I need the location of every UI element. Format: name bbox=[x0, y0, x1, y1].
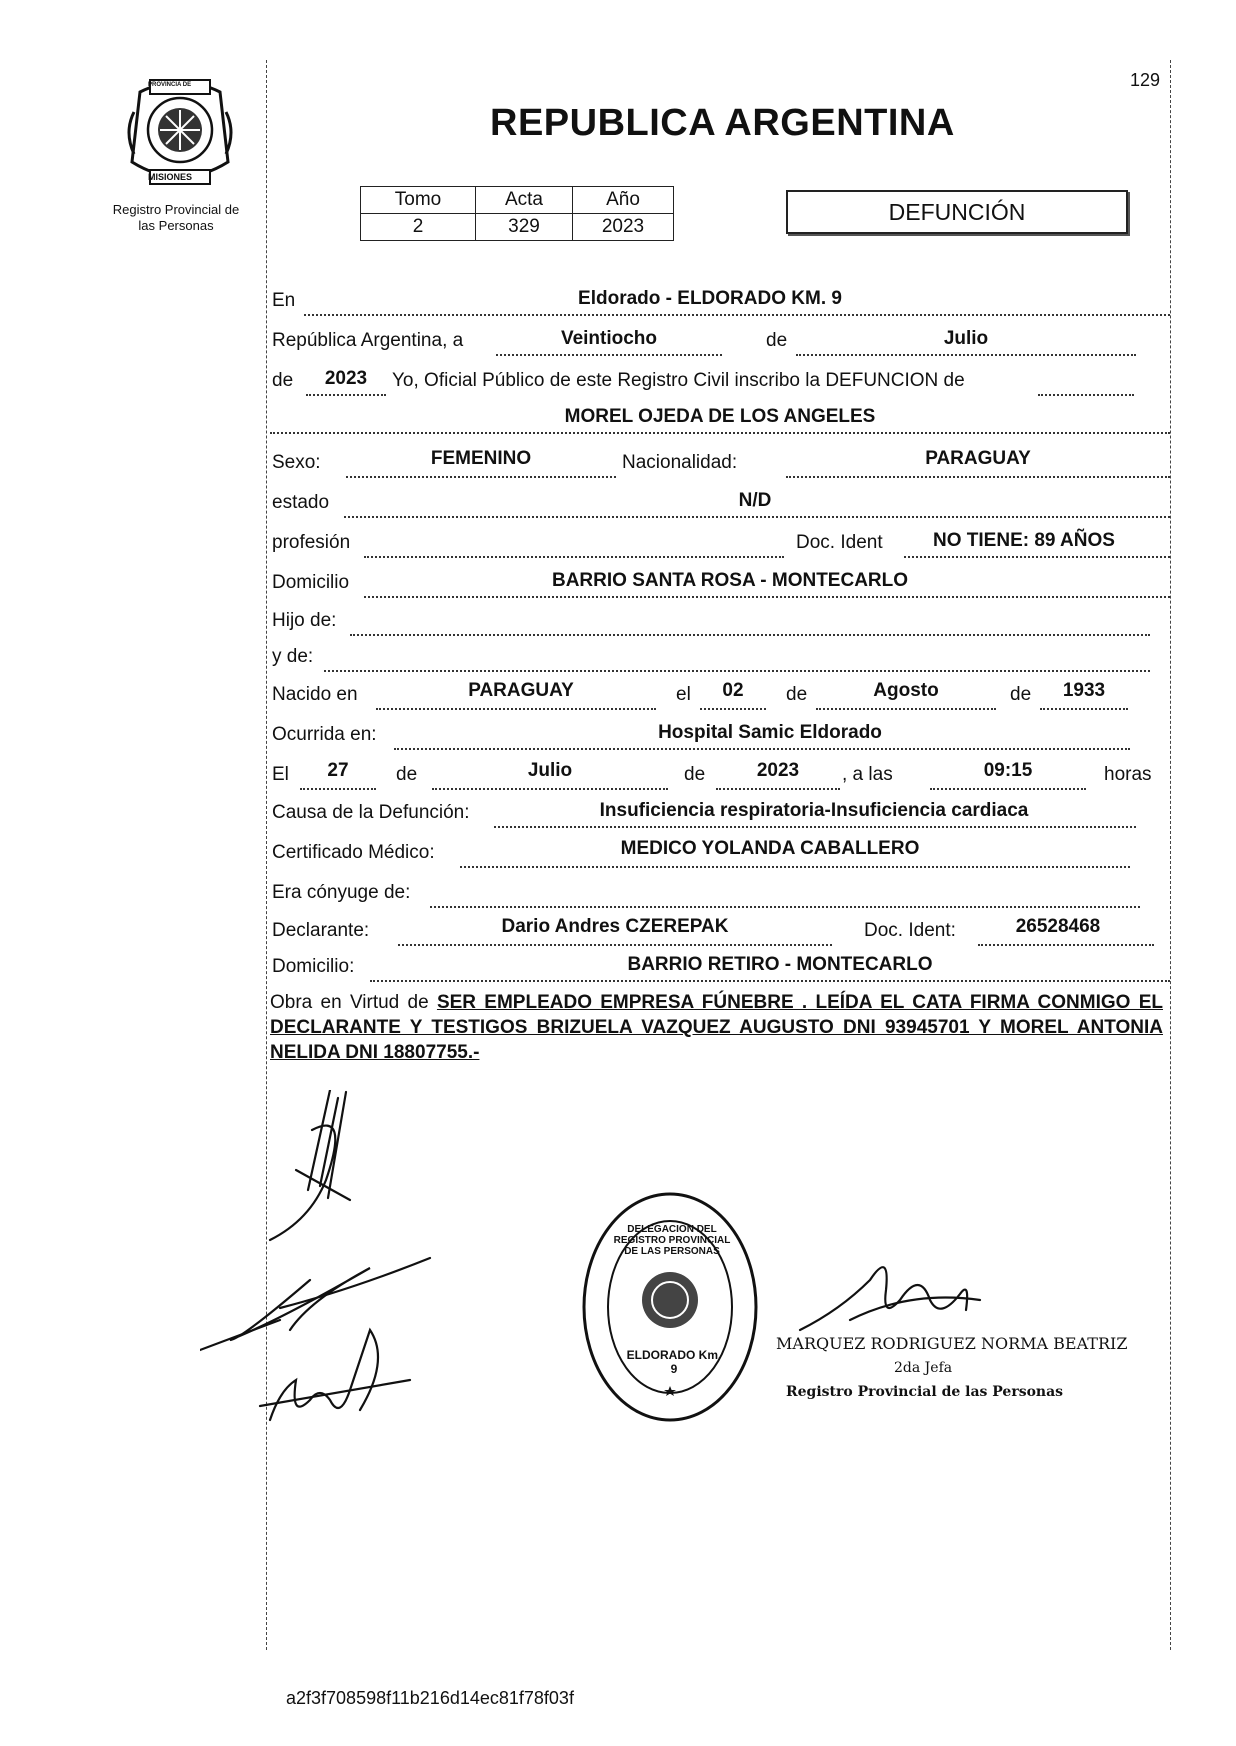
birth-de1-label: de bbox=[786, 684, 808, 705]
hijo-label: Hijo de: bbox=[272, 610, 337, 631]
month-value: Julio bbox=[943, 328, 989, 349]
ocurrida-label: Ocurrida en: bbox=[272, 724, 377, 745]
nacido-value: PARAGUAY bbox=[468, 680, 574, 701]
death-time-line bbox=[930, 788, 1086, 790]
seal-bottom-text: MISIONES bbox=[148, 172, 193, 182]
causa-label: Causa de la Defunción: bbox=[272, 802, 470, 823]
official-name: MARQUEZ RODRIGUEZ NORMA BEATRIZ bbox=[776, 1334, 1128, 1353]
document-type-box: DEFUNCIÓN bbox=[786, 190, 1128, 234]
birth-year-line bbox=[1040, 708, 1128, 710]
deceased-name-line bbox=[270, 432, 1170, 434]
birth-month-line bbox=[816, 708, 996, 710]
registry-caption-line-2: las Personas bbox=[138, 218, 214, 233]
document-title: REPUBLICA ARGENTINA bbox=[490, 102, 955, 144]
year-value: 2023 bbox=[324, 368, 368, 389]
year-line bbox=[306, 394, 386, 396]
birth-de2-label: de bbox=[1010, 684, 1032, 705]
declarante-line bbox=[398, 944, 832, 946]
birth-day: 02 bbox=[722, 680, 744, 701]
declarante-label: Declarante: bbox=[272, 920, 370, 941]
birth-year: 1933 bbox=[1062, 680, 1106, 701]
sexo-value: FEMENINO bbox=[430, 448, 532, 469]
book-value-anio: 2023 bbox=[573, 214, 674, 241]
sexo-label: Sexo: bbox=[272, 452, 321, 473]
en-line bbox=[304, 314, 1170, 316]
book-table-value-row bbox=[361, 214, 674, 241]
profesion-label: profesión bbox=[272, 532, 351, 553]
death-day-line bbox=[300, 788, 376, 790]
declarante-value: Dario Andres CZEREPAK bbox=[501, 916, 729, 937]
death-year: 2023 bbox=[756, 760, 800, 781]
birth-day-line bbox=[700, 708, 766, 710]
death-de2-label: de bbox=[684, 764, 706, 785]
stamp-inner-text: ELDORADO Km. 9 bbox=[626, 1348, 722, 1376]
book-value-acta: 329 bbox=[476, 214, 573, 241]
inscribo-text: Yo, Oficial Público de este Registro Civil inscribo la DEFUNCION de bbox=[392, 370, 965, 391]
decl-domicilio-label: Domicilio: bbox=[272, 956, 355, 977]
yde-label: y de: bbox=[272, 646, 314, 667]
decl-domicilio-line bbox=[370, 980, 1170, 982]
nacido-label: Nacido en bbox=[272, 684, 358, 705]
obra-value: SER EMPLEADO EMPRESA FÚNEBRE . LEÍDA EL CATA FIRMA CONMIGO EL DECLARANTE Y TESTIGOS BRIZUELA VAZQUEZ AUGUSTO DNI 93945701 Y MOREL ANTONIA NELIDA DNI 18807755.- bbox=[270, 992, 1163, 1063]
yde-line bbox=[324, 670, 1150, 672]
day-line bbox=[496, 354, 722, 356]
doc-ident-label: Doc. Ident bbox=[796, 532, 883, 553]
official-signature bbox=[790, 1250, 990, 1340]
doc-ident-value: NO TIENE: 89 AÑOS bbox=[933, 530, 1115, 551]
death-day: 27 bbox=[327, 760, 349, 781]
en-label: En bbox=[272, 290, 296, 311]
estado-line bbox=[344, 516, 1170, 518]
domicilio-label: Domicilio bbox=[272, 572, 350, 593]
de-label: de bbox=[766, 330, 788, 351]
profesion-line bbox=[364, 556, 784, 558]
alas-label: , a las bbox=[842, 764, 893, 785]
conyuge-label: Era cónyuge de: bbox=[272, 882, 411, 903]
estado-value: N/D bbox=[738, 490, 772, 511]
certificado-label: Certificado Médico: bbox=[272, 842, 435, 863]
stamp-outer-text: DELEGACION DEL REGISTRO PROVINCIAL DE LAS PERSONAS bbox=[613, 1224, 731, 1257]
sexo-line bbox=[346, 476, 616, 478]
causa-value: Insuficiencia respiratoria-Insuficiencia cardiaca bbox=[599, 800, 1029, 821]
official-office: Registro Provincial de las Personas bbox=[786, 1384, 1064, 1400]
official-role: 2da Jefa bbox=[894, 1360, 953, 1376]
right-margin-rule bbox=[1170, 60, 1171, 1650]
nacionalidad-value: PARAGUAY bbox=[925, 448, 1031, 469]
nacionalidad-label: Nacionalidad: bbox=[622, 452, 738, 473]
deceased-name: MOREL OJEDA DE LOS ANGELES bbox=[564, 406, 876, 427]
ocurrida-value: Hospital Samic Eldorado bbox=[658, 722, 882, 743]
obra-label: Obra en Virtud de bbox=[270, 992, 429, 1013]
seal-top-text: PROVINCIA DE bbox=[148, 82, 192, 88]
death-month: Julio bbox=[527, 760, 573, 781]
en-value: Eldorado - ELDORADO KM. 9 bbox=[578, 288, 842, 309]
obra-en-virtud-paragraph bbox=[270, 990, 1163, 1065]
book-header-acta: Acta bbox=[476, 187, 573, 214]
registry-caption-line-1: Registro Provincial de bbox=[112, 202, 240, 217]
birth-month: Agosto bbox=[873, 680, 939, 701]
book-table bbox=[360, 186, 674, 241]
republica-label: República Argentina, a bbox=[272, 330, 464, 351]
year-de-label: de bbox=[272, 370, 294, 391]
death-year-line bbox=[716, 788, 840, 790]
book-value-tomo: 2 bbox=[361, 214, 476, 241]
horas-label: horas bbox=[1104, 764, 1152, 785]
book-header-tomo: Tomo bbox=[361, 187, 476, 214]
domicilio-line bbox=[364, 596, 1170, 598]
death-time: 09:15 bbox=[983, 760, 1033, 781]
death-month-line bbox=[432, 788, 668, 790]
book-table-header-row bbox=[361, 187, 674, 214]
el-label: el bbox=[676, 684, 691, 705]
certificado-value: MEDICO YOLANDA CABALLERO bbox=[620, 838, 920, 859]
page-number: 129 bbox=[1130, 70, 1161, 90]
estado-label: estado bbox=[272, 492, 330, 513]
nacionalidad-line bbox=[786, 476, 1170, 478]
footer-hash: a2f3f708598f11b216d14ec81f78f03f bbox=[286, 1688, 574, 1708]
month-line bbox=[796, 354, 1136, 356]
doc-ident-line bbox=[904, 556, 1170, 558]
certificado-line bbox=[460, 866, 1130, 868]
ocurrida-line bbox=[394, 748, 1130, 750]
domicilio-value: BARRIO SANTA ROSA - MONTECARLO bbox=[551, 570, 909, 591]
decl-domicilio-value: BARRIO RETIRO - MONTECARLO bbox=[627, 954, 933, 975]
inscribo-line bbox=[1038, 394, 1134, 396]
death-el-label: El bbox=[272, 764, 289, 785]
book-header-anio: Año bbox=[573, 187, 674, 214]
nacido-line bbox=[376, 708, 656, 710]
hijo-line bbox=[350, 634, 1150, 636]
death-de1-label: de bbox=[396, 764, 418, 785]
registry-caption bbox=[92, 202, 260, 234]
handwritten-signatures bbox=[200, 1090, 440, 1450]
conyuge-line bbox=[430, 906, 1140, 908]
causa-line bbox=[494, 826, 1136, 828]
decl-doc-line bbox=[978, 944, 1154, 946]
decl-doc-value: 26528468 bbox=[1015, 916, 1101, 937]
day-words-value: Veintiocho bbox=[560, 328, 658, 349]
decl-doc-label: Doc. Ident: bbox=[864, 920, 956, 941]
